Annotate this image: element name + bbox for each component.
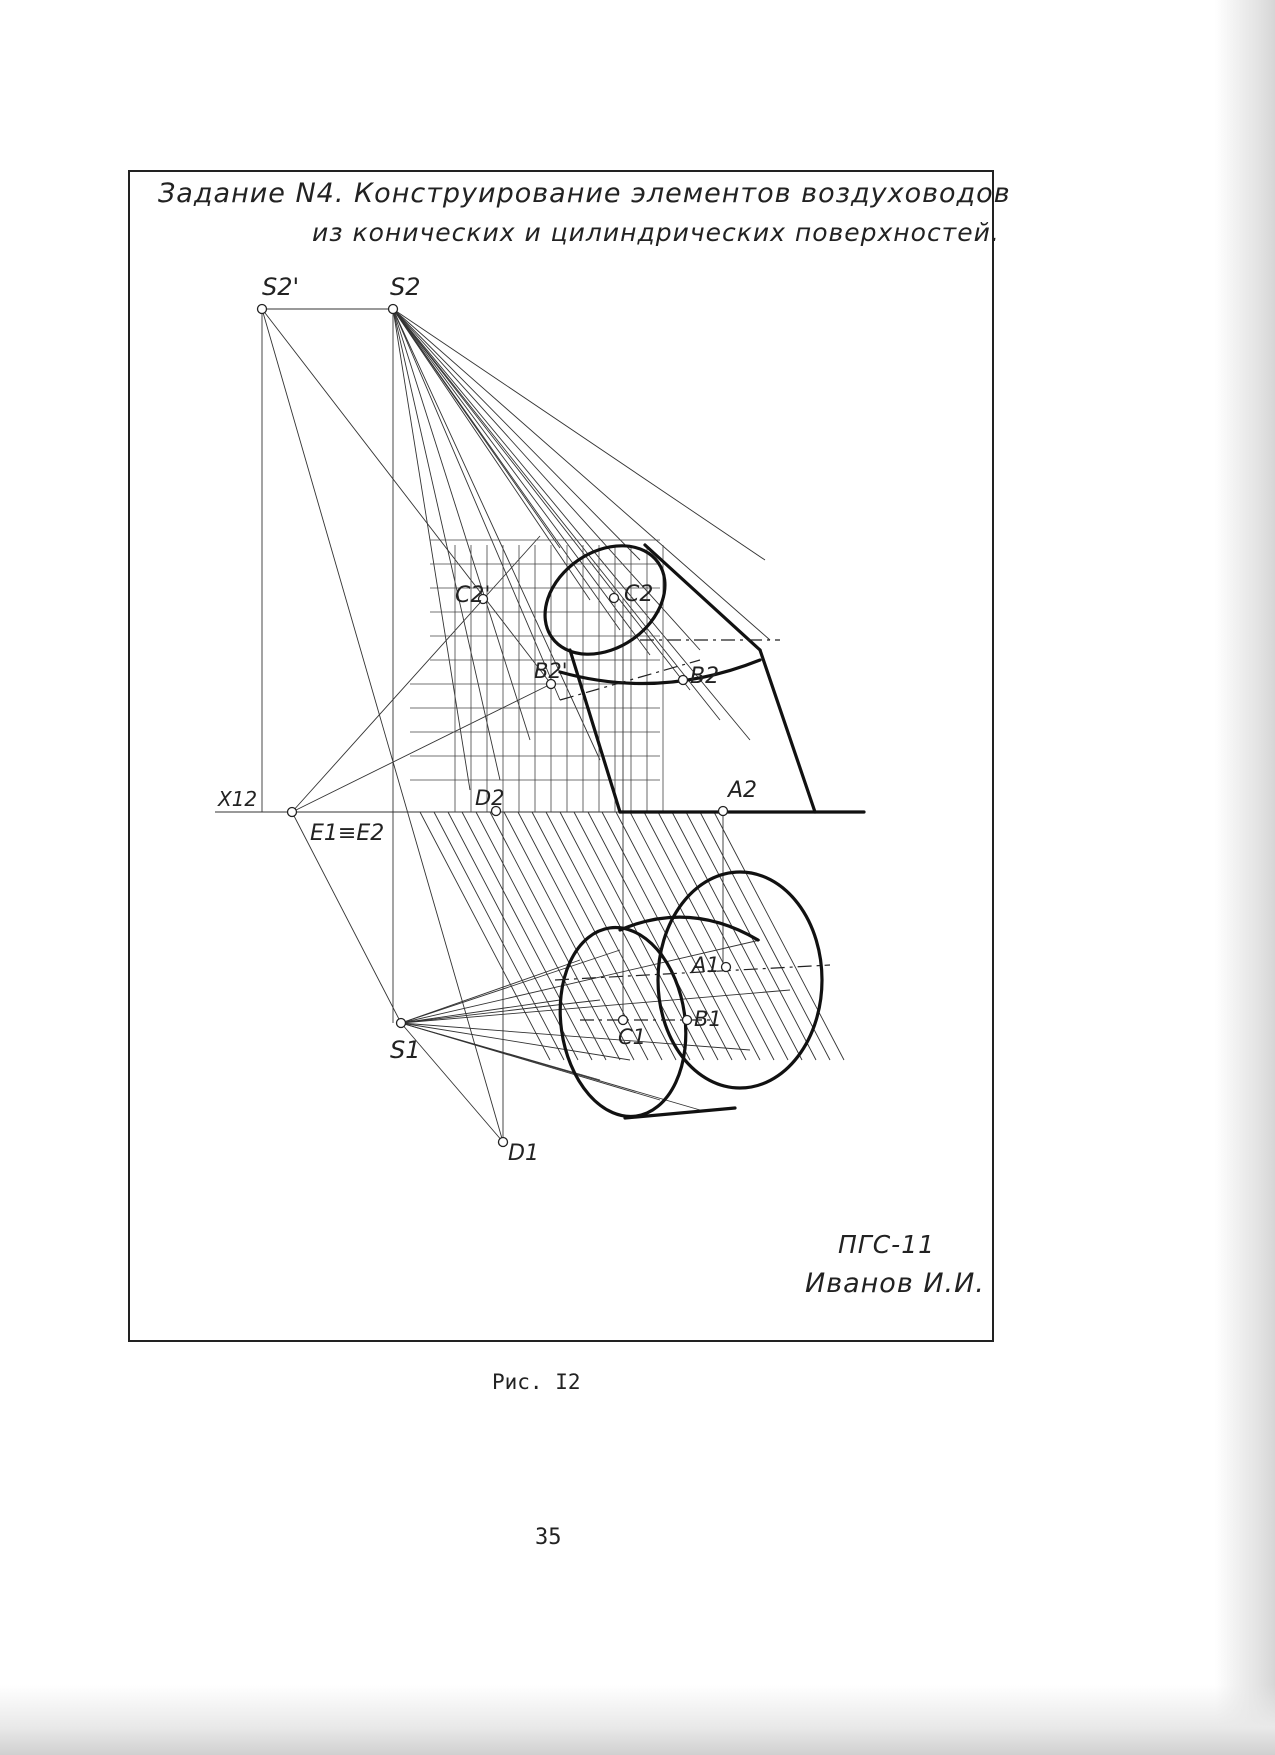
ray-s1-2 <box>401 1023 630 1060</box>
assignment-subtitle: из конических и цилиндрических поверхностей. <box>312 218 1000 247</box>
projector-1 <box>434 812 564 1060</box>
point-c1-marker <box>619 1016 628 1025</box>
projector-21 <box>714 812 844 1060</box>
ray-s1-1 <box>401 1000 600 1023</box>
ray-s2-12 <box>393 309 500 780</box>
ray-s2-3 <box>393 309 650 655</box>
figure-caption: Рис. I2 <box>492 1370 581 1394</box>
projector-2 <box>448 812 578 1060</box>
point-a2-marker <box>719 807 728 816</box>
label-b2-prime: B2' <box>534 659 568 683</box>
ray-s2-8 <box>393 309 765 560</box>
label-b2: B2 <box>690 664 720 689</box>
label-d2: D2 <box>475 786 505 810</box>
projector-3 <box>462 812 592 1060</box>
label-a1: A1 <box>692 953 720 977</box>
ray-s2-11 <box>393 309 530 740</box>
page-number: 35 <box>535 1525 562 1550</box>
ray-s1-10 <box>401 1023 600 1080</box>
projector-9 <box>546 812 676 1060</box>
ray-s2-2 <box>393 309 620 630</box>
projector-5 <box>490 812 620 1060</box>
ray-s2-9 <box>393 309 640 560</box>
ray-s2-1 <box>393 309 590 600</box>
outline-contours <box>524 523 864 1124</box>
label-x12-axis: X12 <box>218 787 258 811</box>
label-c2-prime: C2' <box>455 583 491 608</box>
upper-cone-lower-arc <box>560 660 760 684</box>
student-name: Иванов И.И. <box>805 1268 985 1299</box>
label-s2-prime: S2' <box>262 273 300 301</box>
label-s2: S2 <box>390 273 421 301</box>
upper-cylinder-left-edge <box>570 650 620 812</box>
ray-s2-prime-b2-prime <box>262 309 551 684</box>
lower-bottom-edge <box>625 1108 735 1118</box>
label-e1-e2: E1≡E2 <box>310 821 385 846</box>
point-e-marker <box>288 808 297 817</box>
label-c2: C2 <box>624 582 654 607</box>
point-s2-marker <box>389 305 398 314</box>
upper-cylinder-right-edge <box>760 650 815 812</box>
assignment-title: Задание N4. Конструирование элементов воздуховодов <box>158 178 1011 209</box>
point-d1-marker <box>499 1138 508 1147</box>
label-a2: A2 <box>728 778 758 803</box>
point-b2-marker <box>679 676 688 685</box>
label-b1: B1 <box>694 1007 722 1031</box>
label-d1: D1 <box>508 1141 539 1166</box>
projector-4 <box>476 812 606 1060</box>
point-s2p-marker <box>258 305 267 314</box>
construction-lines <box>215 309 864 1142</box>
label-c1: C1 <box>618 1025 647 1049</box>
ray-s2-7 <box>393 309 770 640</box>
lower-cylinder-ellipse <box>658 872 822 1088</box>
projector-0 <box>420 812 550 1060</box>
label-s1: S1 <box>390 1036 421 1064</box>
ray-e-b2-prime <box>292 684 551 812</box>
ray-s1-8 <box>401 950 620 1023</box>
projector-7 <box>518 812 648 1060</box>
projector-18 <box>672 812 802 1060</box>
point-a1-marker <box>722 963 731 972</box>
projector-14 <box>616 812 746 1060</box>
point-s1-marker <box>397 1019 406 1028</box>
student-group: ПГС-11 <box>838 1230 936 1259</box>
projector-6 <box>504 812 634 1060</box>
point-c2-marker <box>610 594 619 603</box>
point-b1-marker <box>683 1016 692 1025</box>
